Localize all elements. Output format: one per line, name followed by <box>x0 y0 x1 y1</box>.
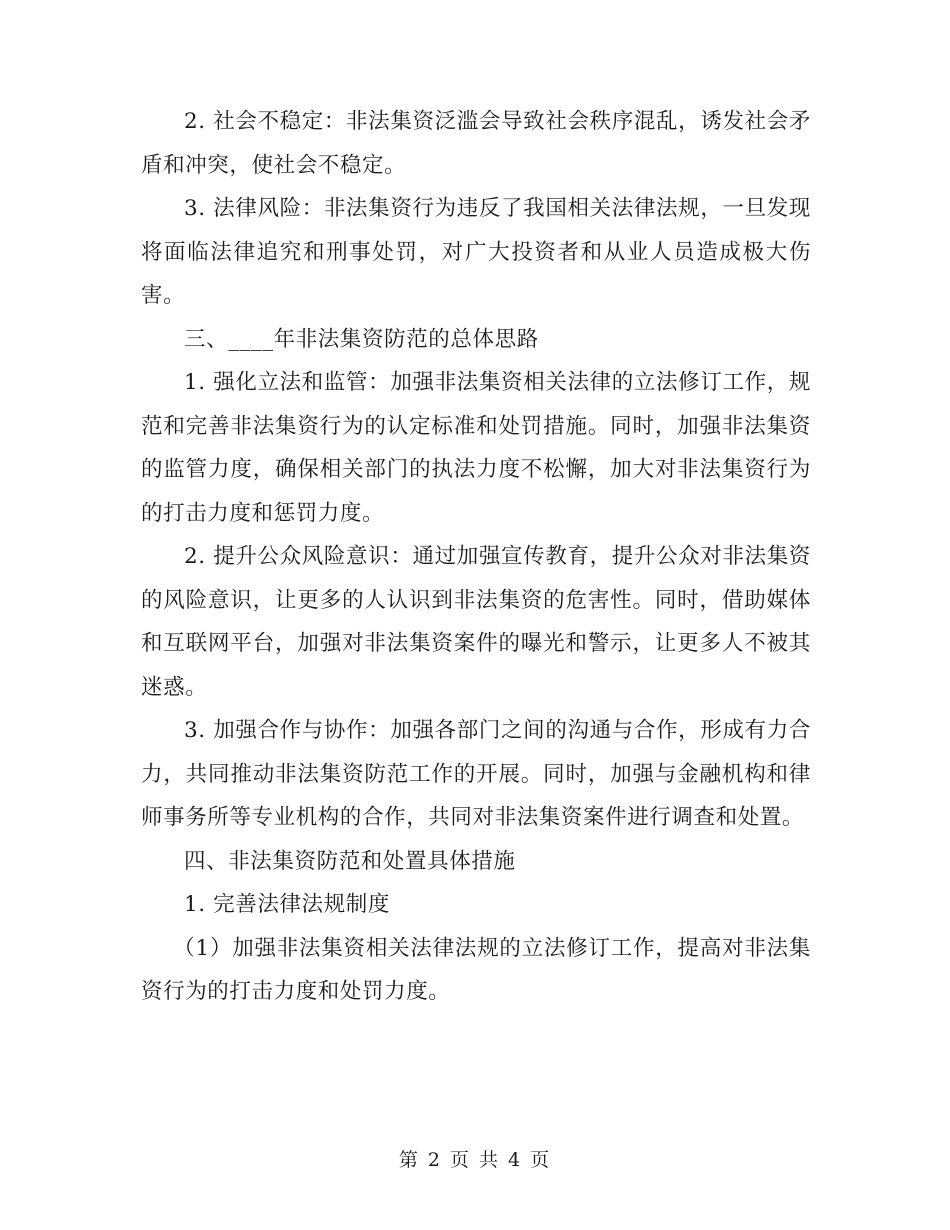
paragraph-public-awareness: 2. 提升公众风险意识：通过加强宣传教育，提升公众对非法集资的风险意识，让更多的人认识到非法集资的危害性。同时，借助媒体和互联网平台，加强对非法集资案件的曝光和警示，让更多人不被其迷惑。 <box>141 544 811 700</box>
document-body <box>141 100 811 1014</box>
paragraph-legal-risk: 3. 法律风险：非法集资行为违反了我国相关法律法规，一旦发现将面临法律追究和刑事处罚，对广大投资者和从业人员造成极大伤害。 <box>141 196 811 308</box>
paragraph-cooperation: 3. 加强合作与协作：加强各部门之间的沟通与合作，形成有力合力，共同推动非法集资防范工作的开展。同时，加强与金融机构和律师事务所等专业机构的合作，共同对非法集资案件进行调查和处置。 <box>141 718 811 830</box>
section-heading-specific-measures: 四、非法集资防范和处置具体措施 <box>184 848 516 874</box>
paragraph-social-instability: 2. 社会不稳定：非法集资泛滥会导致社会秩序混乱，诱发社会矛盾和冲突，使社会不稳定。 <box>141 109 811 178</box>
section-heading-overall-approach: 三、____年非法集资防范的总体思路 <box>184 326 539 352</box>
subheading-improve-laws: 1. 完善法律法规制度 <box>184 892 390 917</box>
paragraph-legislation-revision: （1）加强非法集资相关法律法规的立法修订工作，提高对非法集资行为的打击力度和处罚力度。 <box>141 935 811 1004</box>
page-number-footer: 第 2 页 共 4 页 <box>398 1149 552 1171</box>
paragraph-legislation-supervision: 1. 强化立法和监管：加强非法集资相关法律的立法修订工作，规范和完善非法集资行为的认定标准和处罚措施。同时，加强非法集资的监管力度，确保相关部门的执法力度不松懈，加大对非法集资行为的打击力度和惩罚力度。 <box>141 370 811 526</box>
